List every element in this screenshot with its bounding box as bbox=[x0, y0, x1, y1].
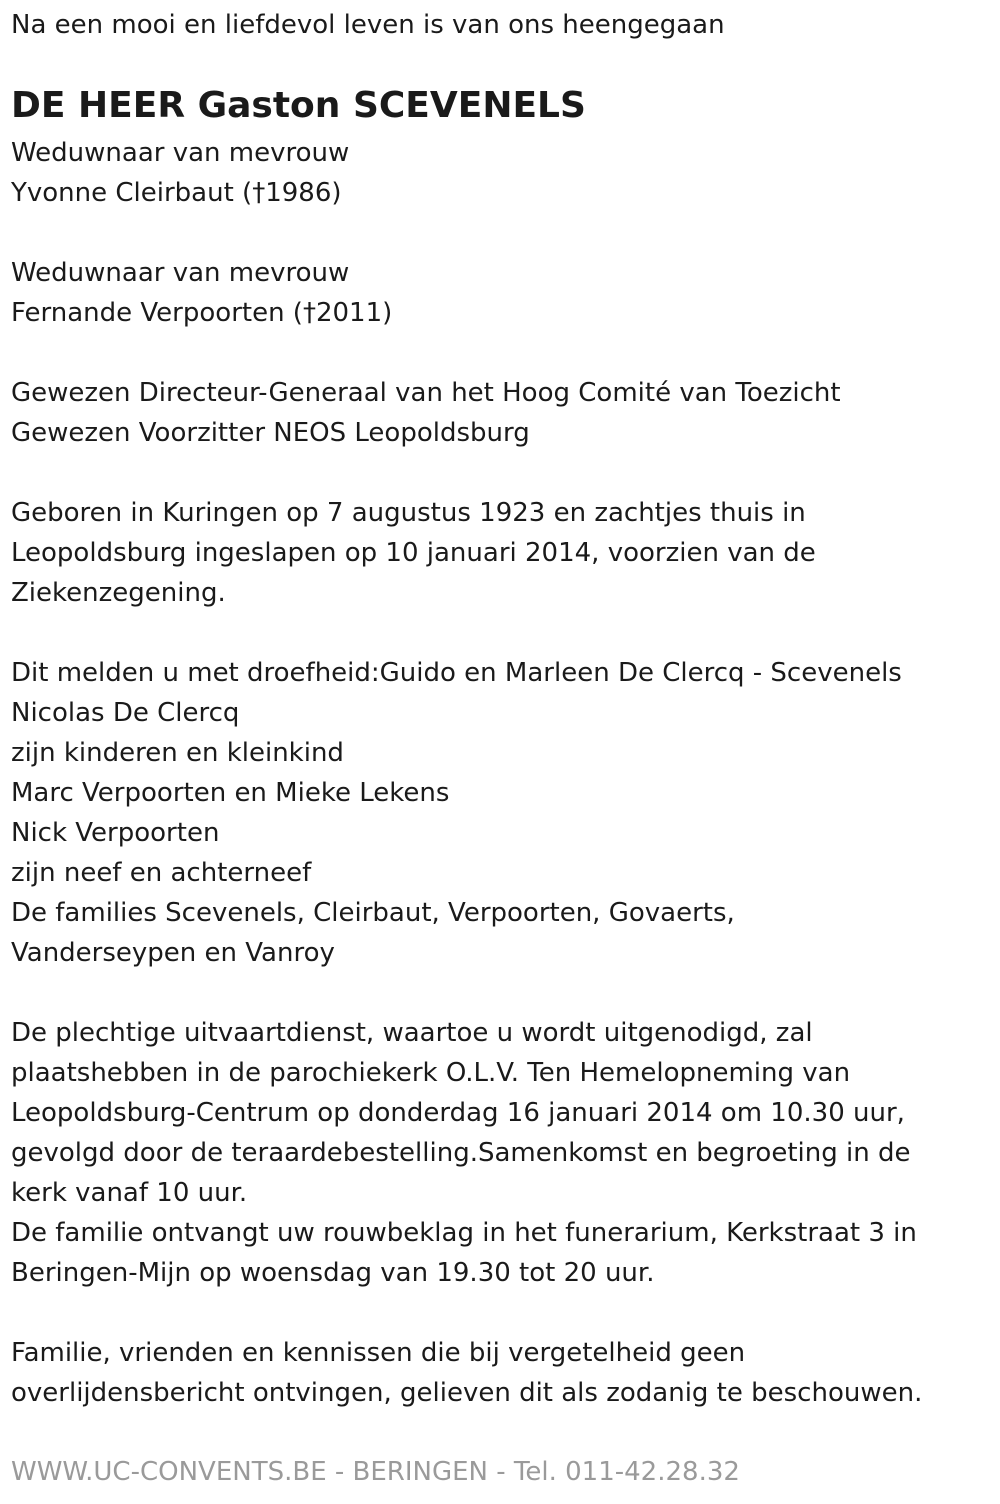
birth-death-section bbox=[11, 493, 922, 613]
birth-death-line: Geboren in Kuringen op 7 augustus 1923 en zachtjes thuis in bbox=[11, 498, 806, 528]
mourners-line: De families Scevenels, Cleirbaut, Verpoorten, Govaerts, bbox=[11, 898, 735, 928]
funeral-line: gevolgd door de teraardebestelling.Samenkomst en begroeting in de bbox=[11, 1138, 911, 1168]
obituary-body bbox=[11, 133, 922, 1413]
intro-text: Na een mooi en liefdevol leven is van ons heengegaan bbox=[11, 10, 725, 40]
mourners-line: zijn kinderen en kleinkind bbox=[11, 738, 344, 768]
funeral-section bbox=[11, 1013, 922, 1293]
mourners-line: zijn neef en achterneef bbox=[11, 858, 312, 888]
funeral-line: kerk vanaf 10 uur. bbox=[11, 1178, 248, 1208]
mourners-line: Vanderseypen en Vanroy bbox=[11, 938, 335, 968]
mourners-line: Marc Verpoorten en Mieke Lekens bbox=[11, 778, 450, 808]
deceased-name: DE HEER Gaston SCEVENELS bbox=[11, 85, 586, 126]
mourners-line: Nicolas De Clercq bbox=[11, 698, 240, 728]
spouse-section-1 bbox=[11, 133, 922, 213]
mourners-line: Nick Verpoorten bbox=[11, 818, 220, 848]
title-line: Gewezen Voorzitter NEOS Leopoldsburg bbox=[11, 418, 530, 448]
funeral-line: De familie ontvangt uw rouwbeklag in het funerarium, Kerkstraat 3 in bbox=[11, 1218, 917, 1248]
spouse-1-relation: Weduwnaar van mevrouw bbox=[11, 138, 350, 168]
title-line: Gewezen Directeur-Generaal van het Hoog Comité van Toezicht bbox=[11, 378, 841, 408]
funeral-line: Leopoldsburg-Centrum op donderdag 16 januari 2014 om 10.30 uur, bbox=[11, 1098, 905, 1128]
footer-contact: WWW.UC-CONVENTS.BE - BERINGEN - Tel. 011-42.28.32 bbox=[11, 1457, 740, 1487]
mourners-section bbox=[11, 653, 922, 973]
funeral-line: plaatshebben in de parochiekerk O.L.V. Ten Hemelopneming van bbox=[11, 1058, 851, 1088]
closing-line: Familie, vrienden en kennissen die bij vergetelheid geen bbox=[11, 1338, 746, 1368]
closing-line: overlijdensbericht ontvingen, gelieven dit als zodanig te beschouwen. bbox=[11, 1378, 923, 1408]
funeral-line: Beringen-Mijn op woensdag van 19.30 tot 20 uur. bbox=[11, 1258, 655, 1288]
birth-death-line: Leopoldsburg ingeslapen op 10 januari 2014, voorzien van de bbox=[11, 538, 816, 568]
spouse-section-2 bbox=[11, 253, 922, 333]
titles-section bbox=[11, 373, 922, 453]
spouse-2-relation: Weduwnaar van mevrouw bbox=[11, 258, 350, 288]
closing-section bbox=[11, 1333, 922, 1413]
spouse-2-name: Fernande Verpoorten (†2011) bbox=[11, 298, 393, 328]
birth-death-line: Ziekenzegening. bbox=[11, 578, 226, 608]
spouse-1-name: Yvonne Cleirbaut (†1986) bbox=[11, 178, 342, 208]
mourners-line: Dit melden u met droefheid:Guido en Marleen De Clercq - Scevenels bbox=[11, 658, 902, 688]
funeral-line: De plechtige uitvaartdienst, waartoe u wordt uitgenodigd, zal bbox=[11, 1018, 813, 1048]
